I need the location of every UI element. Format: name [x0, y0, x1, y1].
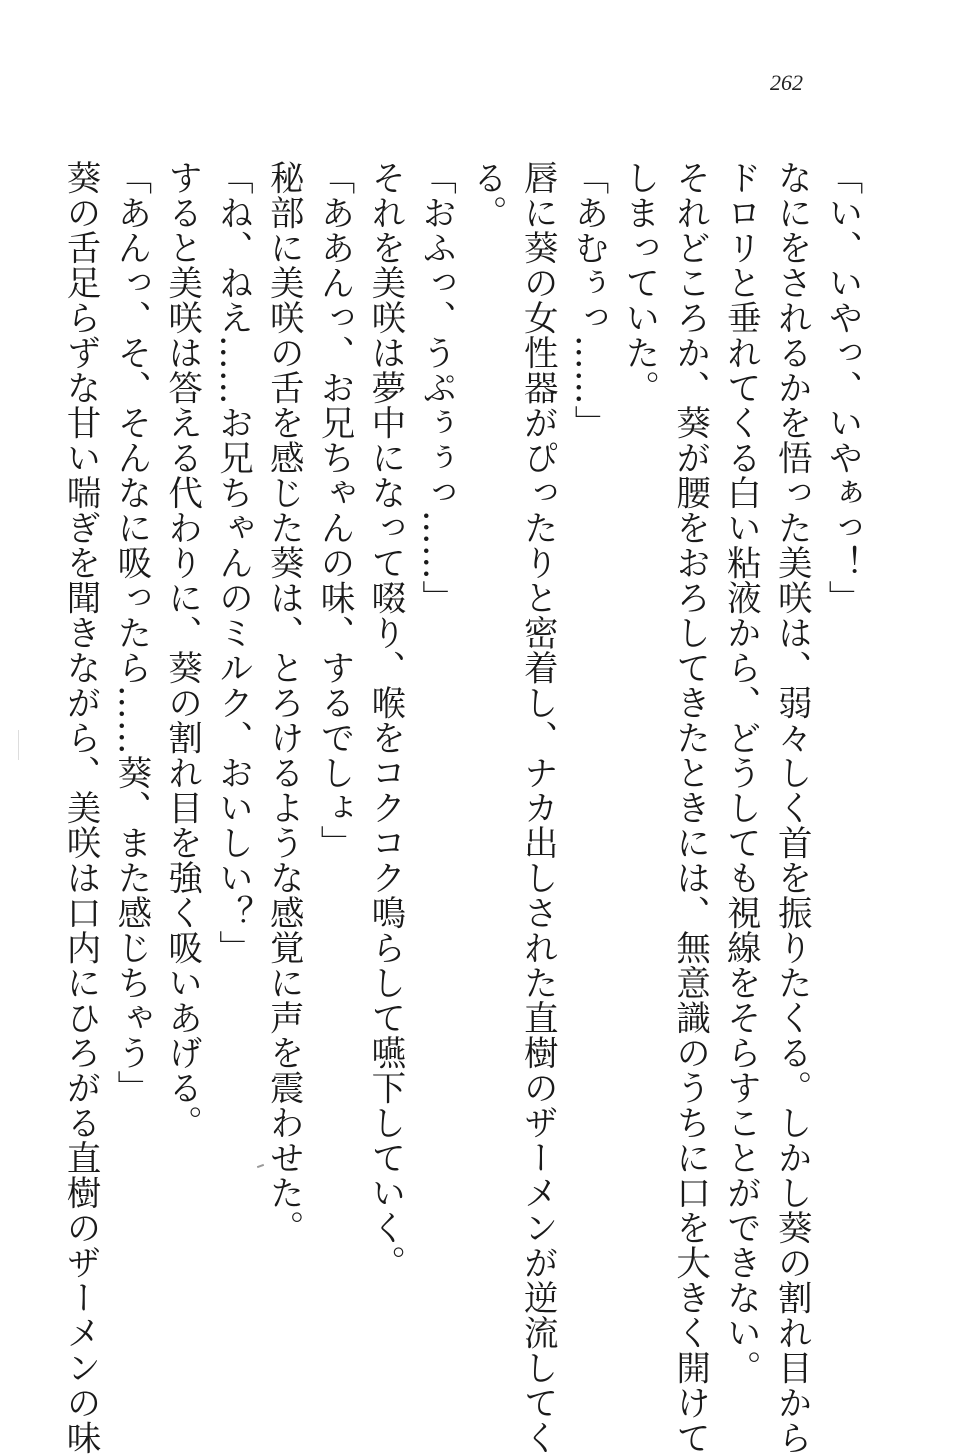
text-line: 「あむぅっ……」 — [568, 160, 609, 440]
scan-speck — [18, 730, 19, 760]
text-line: 「おふっ、うぷぅぅっ……」 — [415, 160, 456, 615]
text-line: 「あんっ、そ、そんなに吸ったら……葵、また感じちゃう」 — [110, 160, 151, 1105]
text-line: それどころか、葵が腰をおろしてきたときには、無意識のうちに口を大きく開けて — [669, 160, 710, 1455]
text-line: 唇に葵の女性器がぴったりと密着し、ナカ出しされた直樹のザーメンが逆流してく — [517, 160, 558, 1455]
text-line: 「ああんっ、お兄ちゃんの味、するでしょ」 — [314, 160, 355, 860]
text-line: ドロリと垂れてくる白い粘液から、どうしても視線をそらすことができない。 — [720, 160, 761, 1385]
text-line: しまっていた。 — [618, 160, 659, 405]
text-line: すると美咲は答える代わりに、葵の割れ目を強く吸いあげる。 — [161, 160, 202, 1140]
text-line: 「い、いやっ、いやぁっ！」 — [822, 160, 862, 615]
text-line: それを美咲は夢中になって啜り、喉をコクコク鳴らして嚥下していく。 — [364, 160, 405, 1280]
text-line: 「ね、ねえ……お兄ちゃんのミルク、おいしい？」 — [212, 160, 253, 965]
text-line: なにをされるかを悟った美咲は、弱々しく首を振りたくる。しかし葵の割れ目から — [771, 160, 812, 1455]
body-text — [54, 160, 867, 1455]
text-line: 秘部に美咲の舌を感じた葵は、とろけるような感覚に声を震わせた。 — [263, 160, 304, 1245]
text-line: 葵の舌足らずな甘い喘ぎを聞きながら、美咲は口内にひろがる直樹のザーメンの味 — [60, 160, 101, 1455]
page-number: 262 — [770, 70, 803, 95]
text-line: る。 — [466, 160, 507, 230]
